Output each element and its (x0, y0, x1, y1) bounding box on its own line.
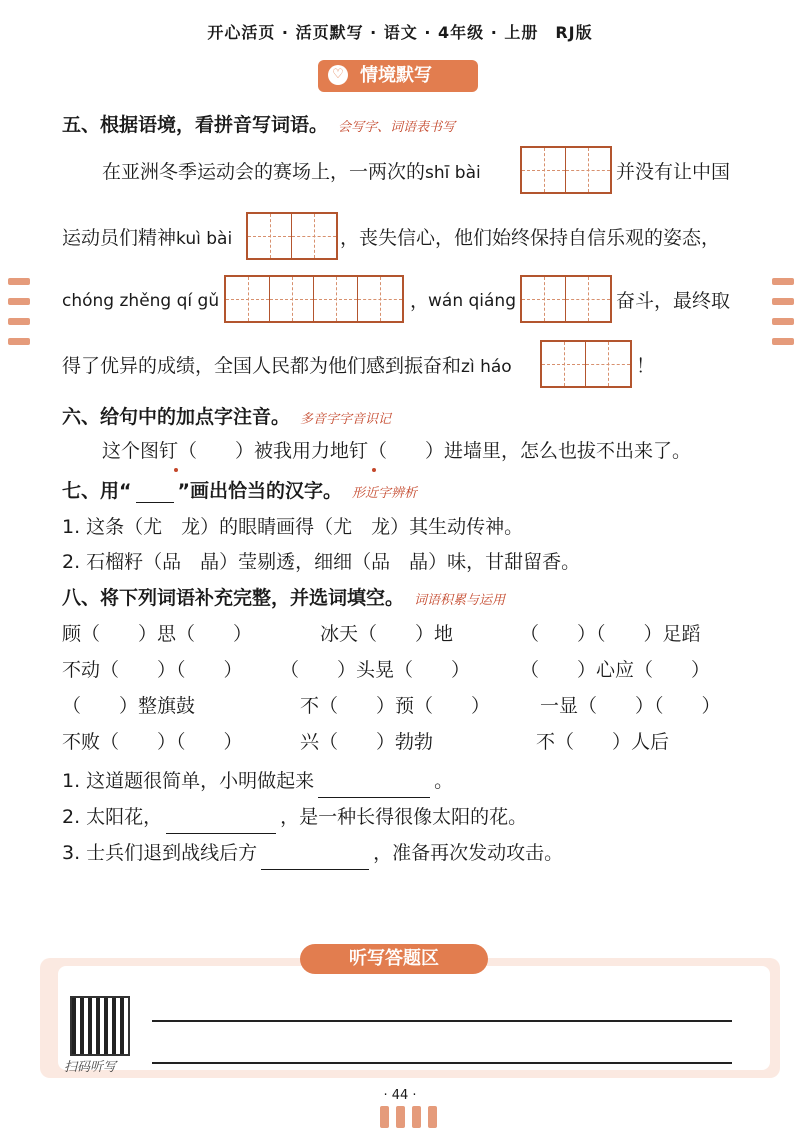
pinyin: chóng zhěng qí gǔ (62, 291, 220, 311)
section-8-title (62, 583, 505, 610)
answer-blank[interactable] (261, 849, 369, 870)
page-header: 开心活页 · 活页默写 · 语文 · 4年级 · 上册 RJ版 (207, 23, 593, 42)
writing-grid[interactable] (540, 340, 632, 388)
writing-grid[interactable] (520, 275, 612, 323)
section-6-title (62, 402, 391, 429)
section-5-title-text: 五、根据语境，看拼音写词语。 (62, 114, 329, 136)
side-bar-left (8, 298, 30, 305)
idiom-item: 顾（ ）思（ ） (62, 623, 253, 645)
s7-question-2: 2. 石榴籽（品 晶）莹剔透，细细（品 晶）味，甘甜留香。 (62, 551, 581, 573)
side-bar-left (8, 318, 30, 325)
section-6-title-text: 六、给句中的加点字注音。 (62, 406, 291, 428)
section-7-title-b: ”画出恰当的汉字。 (177, 480, 342, 502)
side-bar-right (772, 338, 794, 345)
answer-blank[interactable] (166, 813, 276, 834)
side-bar-left (8, 338, 30, 345)
footer-bar (380, 1106, 389, 1128)
s8-q3-text: 3. 士兵们退到战线后方 (62, 842, 258, 864)
side-bar-right (772, 278, 794, 285)
pinyin: shī bài (425, 163, 481, 183)
writing-line[interactable] (152, 1062, 732, 1064)
s8-question-2 (62, 800, 527, 834)
idiom-item: 兴（ ）勃勃 (300, 731, 434, 753)
section-5-tag: 会写字、词语表书写 (338, 120, 456, 135)
underline-sample (136, 484, 174, 503)
s5-line-2b: ，丧失信心，他们始终保持自信乐观的姿态， (340, 227, 721, 249)
footer-bar (396, 1106, 405, 1128)
s8-question-3 (62, 836, 563, 870)
idiom-item: 一显（ ）（ ） (540, 695, 721, 717)
s7-question-1: 1. 这条（尤 龙）的眼睛画得（尤 龙）其生动传神。 (62, 516, 524, 538)
idiom-item: 不动（ ）（ ） (62, 659, 243, 681)
banner-label: 情境默写 (360, 65, 432, 86)
idiom-item: 冰天（ ）地 (320, 623, 454, 645)
footer-bar (412, 1106, 421, 1128)
answer-panel (58, 966, 770, 1070)
page-number: · 44 · (383, 1088, 417, 1103)
s5-text: 在亚洲冬季运动会的赛场上，一两次的 (102, 161, 426, 183)
emphasis-dot (174, 468, 178, 472)
qr-code-icon[interactable] (70, 996, 130, 1056)
writing-grid[interactable] (520, 146, 612, 194)
dictation-answer-area (40, 958, 780, 1078)
pinyin: zì háo (461, 357, 512, 377)
heart-icon: ♡ (328, 65, 348, 85)
s5-line-1a (102, 155, 481, 190)
idiom-item: 不（ ）人后 (536, 731, 670, 753)
emphasis-dot (372, 468, 376, 472)
idiom-item: （ ）头晃（ ） (280, 659, 471, 681)
s8-question-1 (62, 764, 453, 798)
section-5-title (62, 110, 455, 137)
side-bar-left (8, 278, 30, 285)
pinyin: kuì bài (176, 229, 233, 249)
s5-line-3b: 奋斗，最终取 (616, 290, 731, 312)
answer-blank[interactable] (318, 777, 430, 798)
s8-q2-end: ，是一种长得很像太阳的花。 (280, 806, 528, 828)
answer-area-title: 听写答题区 (300, 944, 488, 974)
s8-q1-text: 1. 这道题很简单，小明做起来 (62, 770, 315, 792)
section-8-tag: 词语积累与运用 (414, 593, 506, 608)
s8-q3-end: ，准备再次发动攻击。 (373, 842, 564, 864)
qr-label: 扫码听写 (64, 1060, 117, 1075)
s5-line-4b: ！ (636, 355, 656, 377)
section-banner (318, 60, 478, 92)
s5-line-4a (62, 349, 512, 384)
idiom-item: （ ）（ ）足蹈 (520, 623, 701, 645)
s5-line-2a (62, 221, 232, 256)
s8-q1-end: 。 (434, 770, 454, 792)
idiom-item: （ ）心应（ ） (520, 659, 711, 681)
s5-text: 运动员们精神 (62, 227, 177, 249)
s6-sentence: 这个图钉（ ）被我用力地钉（ ）进墙里，怎么也拔不出来了。 (102, 440, 692, 462)
writing-grid[interactable] (246, 212, 338, 260)
section-6-tag: 多音字字音识记 (300, 412, 392, 427)
idiom-item: 不败（ ）（ ） (62, 731, 243, 753)
s8-q2-text: 2. 太阳花， (62, 806, 163, 828)
section-7-title-a: 七、用“ (62, 480, 132, 502)
section-8-title-text: 八、将下列词语补充完整，并选词填空。 (62, 587, 405, 609)
section-7-tag: 形近字辨析 (352, 486, 418, 501)
writing-grid[interactable] (224, 275, 404, 323)
s5-text: 得了优异的成绩，全国人民都为他们感到振奋和 (62, 355, 462, 377)
side-bar-right (772, 298, 794, 305)
idiom-item: （ ）整旗鼓 (62, 695, 196, 717)
idiom-item: 不（ ）预（ ） (300, 695, 491, 717)
writing-line[interactable] (152, 1020, 732, 1022)
s5-line-1b: 并没有让中国 (616, 161, 731, 183)
side-bar-right (772, 318, 794, 325)
pinyin: wán qiáng (428, 291, 516, 311)
section-7-title (62, 476, 417, 503)
footer-bar (428, 1106, 437, 1128)
s5-text: ， (410, 290, 430, 312)
